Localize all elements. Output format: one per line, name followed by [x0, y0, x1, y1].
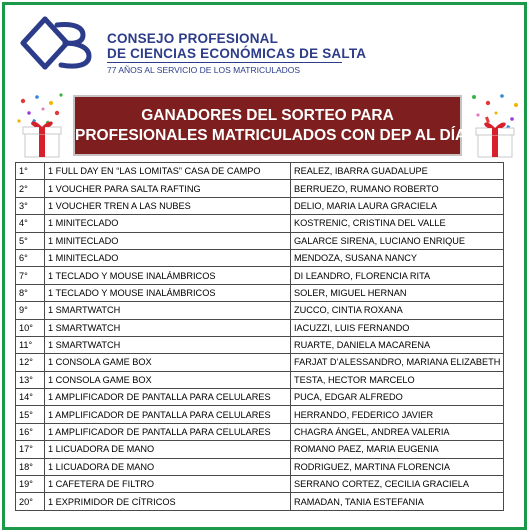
table-row [16, 197, 504, 214]
winner-name-cell: MENDOZA, SUSANA NANCY [291, 249, 504, 266]
position-cell: 19° [16, 476, 45, 493]
position-cell: 8° [16, 284, 45, 301]
table-row [16, 180, 504, 197]
winner-name-cell: ZUCCO, CINTIA ROXANA [291, 302, 504, 319]
position-cell: 17° [16, 441, 45, 458]
position-cell: 18° [16, 458, 45, 475]
winner-name-cell: TESTA, HECTOR MARCELO [291, 371, 504, 388]
table-row [16, 302, 504, 319]
table-row [16, 163, 504, 180]
position-cell: 20° [16, 493, 45, 510]
winner-name-cell: HERRANDO, FEDERICO JAVIER [291, 406, 504, 423]
prize-cell: 1 TECLADO Y MOUSE INALÁMBRICOS [45, 284, 291, 301]
prize-cell: 1 SMARTWATCH [45, 336, 291, 353]
org-name-line2: DE CIENCIAS ECONÓMICAS DE SALTA [107, 46, 367, 61]
position-cell: 11° [16, 336, 45, 353]
table-row [16, 336, 504, 353]
winner-name-cell: SERRANO CORTEZ, CECILIA GRACIELA [291, 476, 504, 493]
table-row [16, 441, 504, 458]
prize-cell: 1 SMARTWATCH [45, 302, 291, 319]
position-cell: 14° [16, 389, 45, 406]
cpce-monogram-icon [15, 13, 100, 73]
prize-cell: 1 TECLADO Y MOUSE INALÁMBRICOS [45, 267, 291, 284]
prize-cell: 1 EXPRIMIDOR DE CÍTRICOS [45, 493, 291, 510]
position-cell: 15° [16, 406, 45, 423]
table-row [16, 406, 504, 423]
prize-cell: 1 CONSOLA GAME BOX [45, 371, 291, 388]
winner-name-cell: DELIO, MARIA LAURA GRACIELA [291, 197, 504, 214]
prize-cell: 1 VOUCHER PARA SALTA RAFTING [45, 180, 291, 197]
prize-cell: 1 AMPLIFICADOR DE PANTALLA PARA CELULARES [45, 389, 291, 406]
position-cell: 12° [16, 354, 45, 371]
position-cell: 2° [16, 180, 45, 197]
table-row [16, 232, 504, 249]
table-row [16, 249, 504, 266]
winner-name-cell: PUCA, EDGAR ALFREDO [291, 389, 504, 406]
prize-cell: 1 AMPLIFICADOR DE PANTALLA PARA CELULARES [45, 406, 291, 423]
prize-cell: 1 FULL DAY EN “LAS LOMITAS” CASA DE CAMPO [45, 163, 291, 180]
winner-name-cell: RUARTE, DANIELA MACARENA [291, 336, 504, 353]
table-row [16, 267, 504, 284]
table-row [16, 458, 504, 475]
prize-cell: 1 LICUADORA DE MANO [45, 441, 291, 458]
prize-cell: 1 VOUCHER TREN A LAS NUBES [45, 197, 291, 214]
table-row [16, 423, 504, 440]
winner-name-cell: ROMANO PAEZ, MARIA EUGENIA [291, 441, 504, 458]
prize-cell: 1 SMARTWATCH [45, 319, 291, 336]
prize-cell: 1 MINITECLADO [45, 215, 291, 232]
position-cell: 3° [16, 197, 45, 214]
table-row [16, 215, 504, 232]
position-cell: 13° [16, 371, 45, 388]
table-row [16, 493, 504, 510]
table-row [16, 371, 504, 388]
position-cell: 5° [16, 232, 45, 249]
table-row [16, 389, 504, 406]
position-cell: 1° [16, 163, 45, 180]
position-cell: 4° [16, 215, 45, 232]
prize-cell: 1 AMPLIFICADOR DE PANTALLA PARA CELULARES [45, 423, 291, 440]
prize-cell: 1 CAFETERA DE FILTRO [45, 476, 291, 493]
org-name-line1: CONSEJO PROFESIONAL [107, 31, 279, 46]
winners-table [15, 162, 504, 511]
confetti-gift-icon [13, 91, 71, 163]
header-divider [107, 62, 342, 63]
winner-name-cell: BERRUEZO, RUMANO ROBERTO [291, 180, 504, 197]
prize-cell: 1 MINITECLADO [45, 232, 291, 249]
table-row [16, 319, 504, 336]
table-row [16, 354, 504, 371]
winner-name-cell: FARJAT D’ALESSANDRO, MARIANA ELIZABETH [291, 354, 504, 371]
position-cell: 6° [16, 249, 45, 266]
winner-name-cell: RAMADAN, TANIA ESTEFANIA [291, 493, 504, 510]
position-cell: 16° [16, 423, 45, 440]
winner-name-cell: KOSTRENIC, CRISTINA DEL VALLE [291, 215, 504, 232]
winner-name-cell: GALARCE SIRENA, LUCIANO ENRIQUE [291, 232, 504, 249]
position-cell: 9° [16, 302, 45, 319]
banner-title-line2: PROFESIONALES MATRICULADOS CON DEP AL DÍA [75, 127, 467, 144]
winner-name-cell: RODRIGUEZ, MARTINA FLORENCIA [291, 458, 504, 475]
page-frame [2, 2, 527, 530]
winners-table-body [16, 163, 504, 511]
confetti-gift-icon [466, 91, 524, 163]
position-cell: 7° [16, 267, 45, 284]
table-row [16, 476, 504, 493]
winner-name-cell: CHAGRA ÁNGEL, ANDREA VALERIA [291, 423, 504, 440]
winner-name-cell: REALEZ, IBARRA GUADALUPE [291, 163, 504, 180]
winner-name-cell: DI LEANDRO, FLORENCIA RITA [291, 267, 504, 284]
prize-cell: 1 MINITECLADO [45, 249, 291, 266]
winner-name-cell: IACUZZI, LUIS FERNANDO [291, 319, 504, 336]
title-banner [75, 97, 467, 154]
table-row [16, 284, 504, 301]
prize-cell: 1 LICUADORA DE MANO [45, 458, 291, 475]
org-tagline: 77 AÑOS AL SERVICIO DE LOS MATRICULADOS [107, 65, 301, 75]
prize-cell: 1 CONSOLA GAME BOX [45, 354, 291, 371]
winner-name-cell: SOLER, MIGUEL HERNAN [291, 284, 504, 301]
banner-title-line1: GANADORES DEL SORTEO PARA [141, 107, 394, 124]
position-cell: 10° [16, 319, 45, 336]
